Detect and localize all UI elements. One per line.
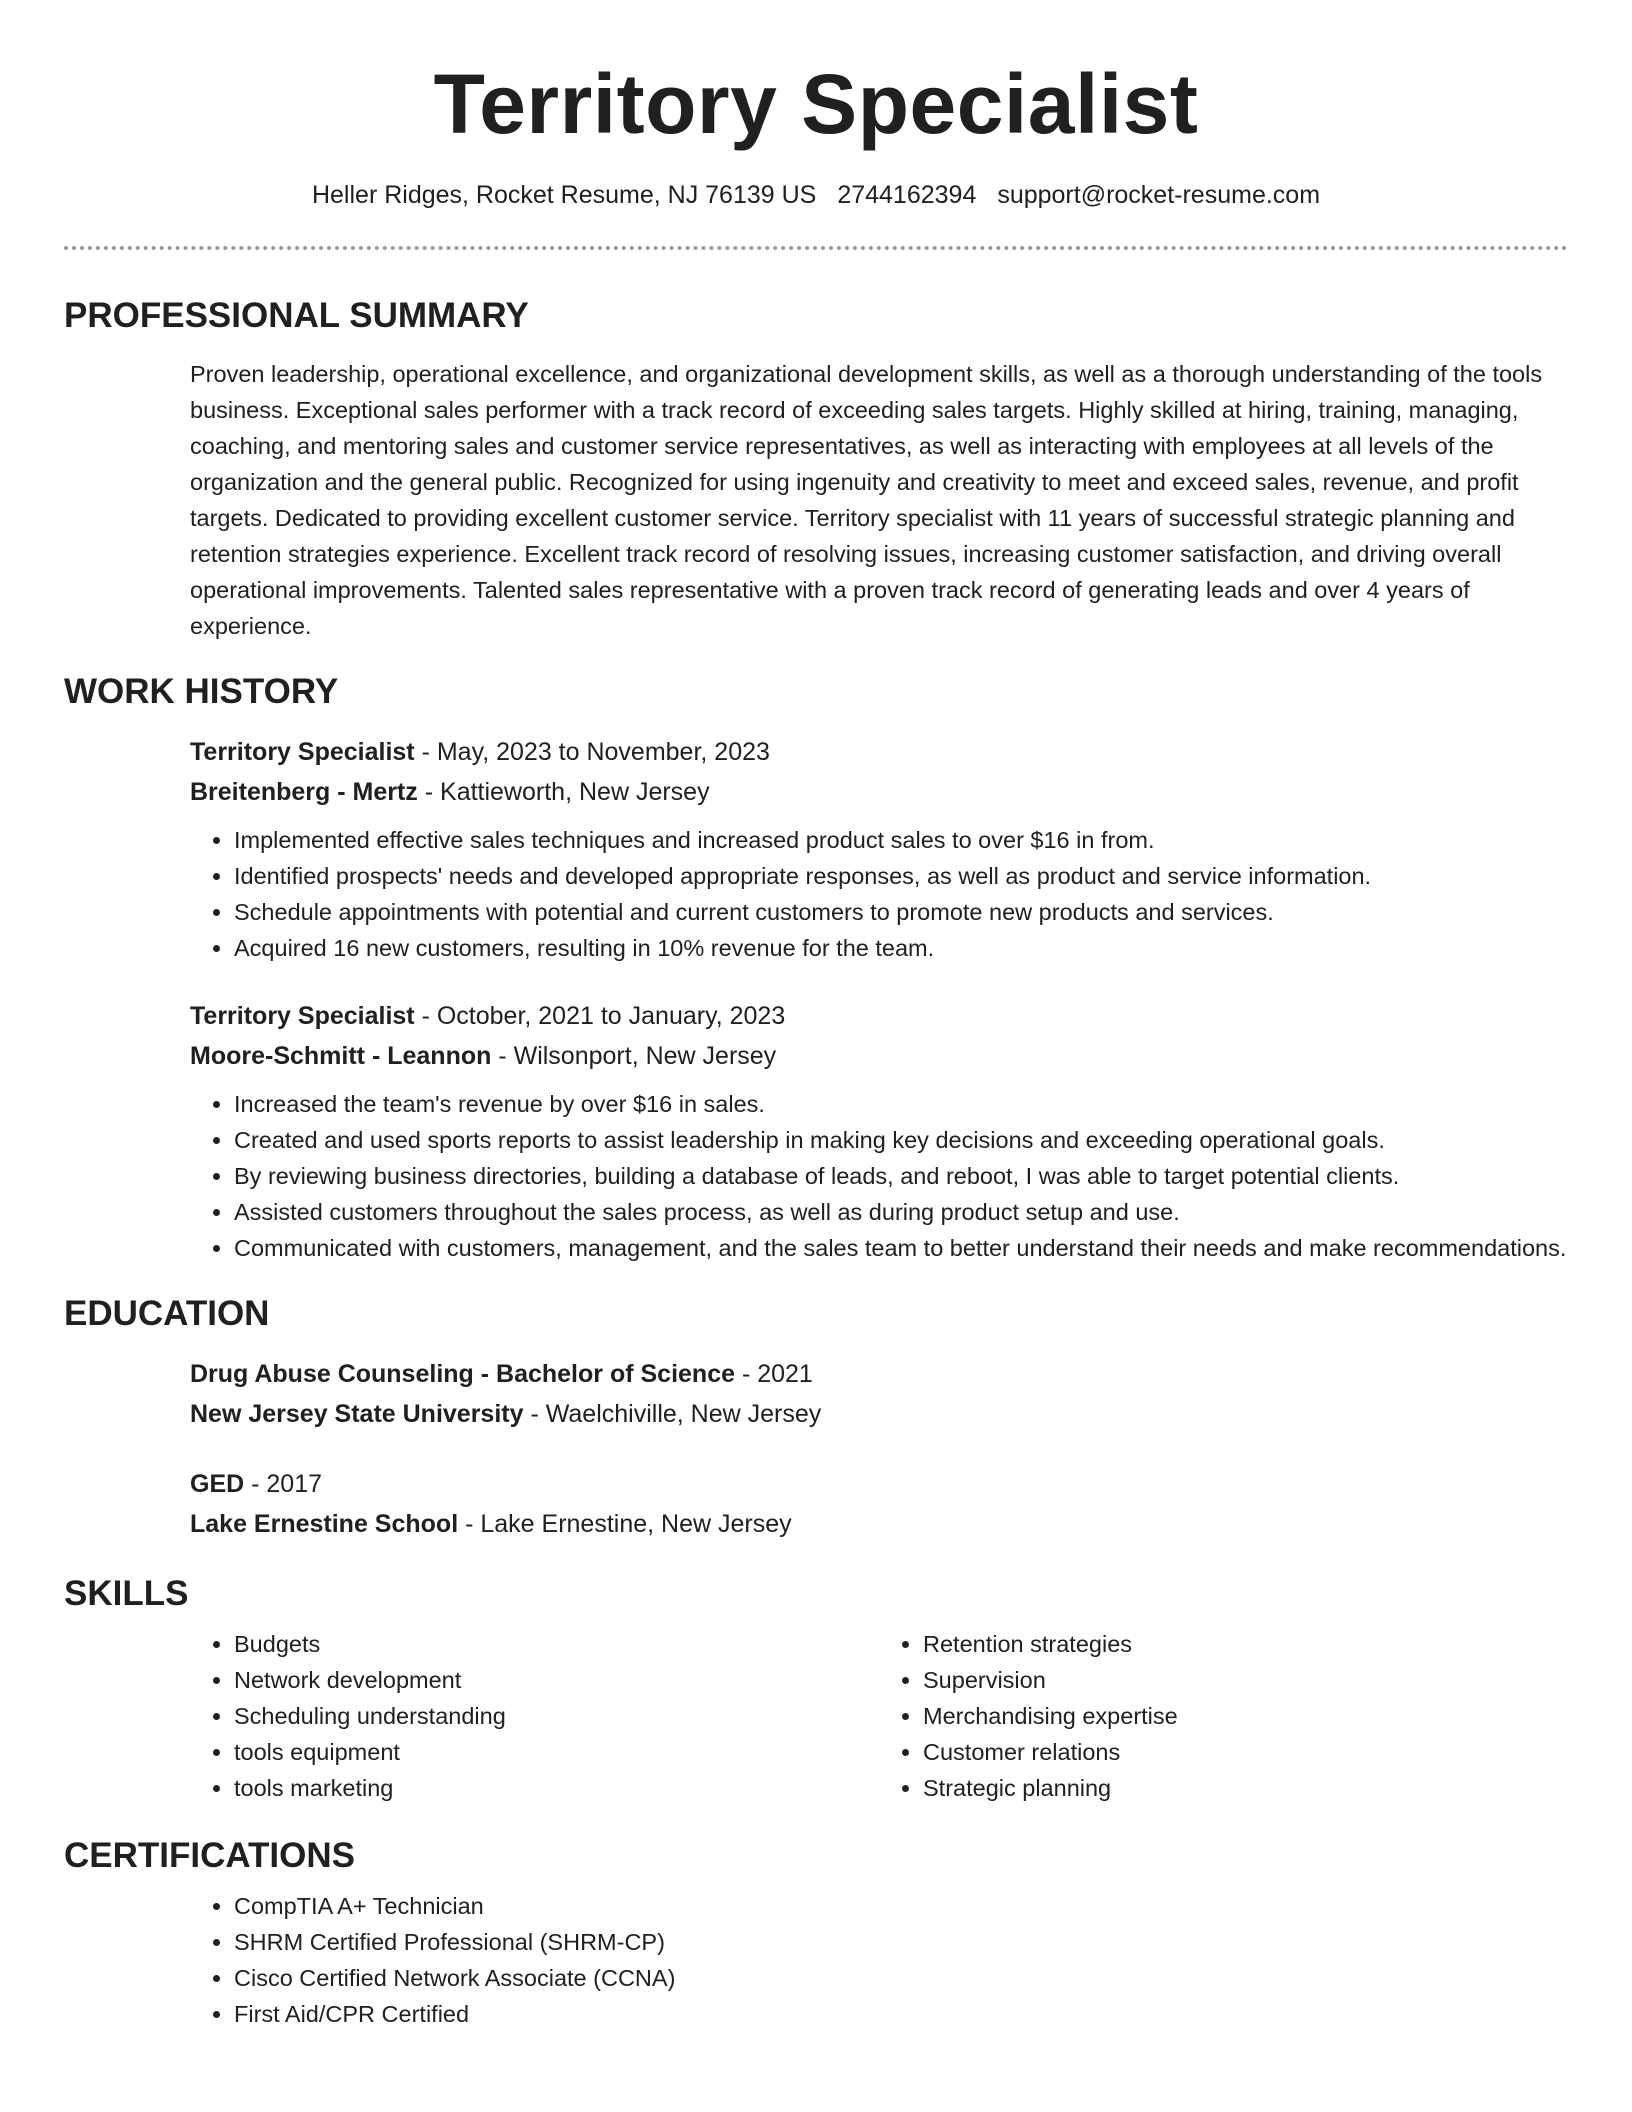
job-location: - Kattieworth, New Jersey xyxy=(417,778,710,806)
education-entry xyxy=(190,1464,1568,1544)
education-school: Lake Ernestine School xyxy=(190,1510,459,1538)
certifications-title: CERTIFICATIONS xyxy=(64,1836,356,1875)
skills-list-right xyxy=(879,1626,1568,1806)
job-location: - Wilsonport, New Jersey xyxy=(491,1042,777,1070)
education-location: - Waelchiville, New Jersey xyxy=(523,1400,822,1428)
job-dates: - October, 2021 to January, 2023 xyxy=(414,1002,786,1030)
skills-grid xyxy=(190,1616,1568,1806)
list-item: • By reviewing business directories, building a database of leads, and reboot, I was able to target potential clients. xyxy=(234,1158,1568,1194)
list-item: • Retention strategies xyxy=(923,1626,1568,1662)
job-company-line xyxy=(190,1036,1568,1076)
list-item: • Budgets xyxy=(234,1626,879,1662)
list-item: • Strategic planning xyxy=(923,1770,1568,1806)
job-role-line xyxy=(190,996,1568,1036)
education-degree-line xyxy=(190,1354,1568,1394)
list-item: • tools equipment xyxy=(234,1734,879,1770)
job-bullets xyxy=(190,1086,1568,1266)
education-school-line xyxy=(190,1504,1568,1544)
contact-phone: 2744162394 xyxy=(837,181,977,209)
education-entry xyxy=(190,1354,1568,1434)
list-item: • Acquired 16 new customers, resulting in 10% revenue for the team. xyxy=(234,930,1568,966)
list-item: • SHRM Certified Professional (SHRM-CP) xyxy=(234,1924,1568,1960)
summary-section xyxy=(64,294,1568,644)
list-item: • Schedule appointments with potential and current customers to promote new products and services. xyxy=(234,894,1568,930)
summary-text: Proven leadership, operational excellence, and organizational development skills, as well as a thorough understanding of the tools business. Exceptional sales performer with a track record of exceeding sales targets. Highly skilled at hiring, training, managing, coaching, and mentoring sales and customer service representatives, as well as interacting with employees at all levels of the organization and the general public. Recognized for using ingenuity and creativity to meet and exceed sales, revenue, and profit targets. Dedicated to providing excellent customer service. Territory specialist with 11 years of successful strategic planning and retention strategies experience. Excellent track record of resolving issues, increasing customer satisfaction, and driving overall operational improvements. Talented sales representative with a proven track record of generating leads and over 4 years of experience. xyxy=(190,361,1543,639)
list-item: • Scheduling understanding xyxy=(234,1698,879,1734)
education-year: - 2021 xyxy=(735,1360,813,1388)
job-dates: - May, 2023 to November, 2023 xyxy=(414,738,770,766)
job-company-line xyxy=(190,772,1568,812)
list-item: • Customer relations xyxy=(923,1734,1568,1770)
summary-title: PROFESSIONAL SUMMARY xyxy=(64,296,529,335)
job-role-line xyxy=(190,732,1568,772)
work-history-title: WORK HISTORY xyxy=(64,672,339,711)
education-degree: Drug Abuse Counseling - Bachelor of Science xyxy=(190,1360,735,1388)
list-item: • tools marketing xyxy=(234,1770,879,1806)
skills-list-left xyxy=(190,1626,879,1806)
list-item: • Created and used sports reports to assist leadership in making key decisions and exceeding operational goals. xyxy=(234,1122,1568,1158)
contact-line xyxy=(0,178,1632,212)
list-item: • Communicated with customers, management, and the sales team to better understand their needs and make recommendations. xyxy=(234,1230,1568,1266)
certifications-list xyxy=(190,1888,1568,2032)
list-item: • Cisco Certified Network Associate (CCNA) xyxy=(234,1960,1568,1996)
resume-name: Territory Specialist xyxy=(433,57,1199,151)
education-school-line xyxy=(190,1394,1568,1434)
education-school: New Jersey State University xyxy=(190,1400,524,1428)
job-entry xyxy=(190,732,1568,966)
list-item: • First Aid/CPR Certified xyxy=(234,1996,1568,2032)
skills-section xyxy=(64,1572,1568,1806)
education-year: - 2017 xyxy=(244,1470,323,1498)
job-company: Moore-Schmitt - Leannon xyxy=(190,1042,492,1070)
list-item: • Network development xyxy=(234,1662,879,1698)
list-item: • CompTIA A+ Technician xyxy=(234,1888,1568,1924)
list-item: • Increased the team's revenue by over $16 in sales. xyxy=(234,1086,1568,1122)
header-divider xyxy=(64,246,1568,250)
job-bullets xyxy=(190,822,1568,966)
job-company: Breitenberg - Mertz xyxy=(190,778,418,806)
job-role: Territory Specialist xyxy=(190,738,415,766)
education-title: EDUCATION xyxy=(64,1294,270,1333)
education-degree: GED xyxy=(190,1470,245,1498)
job-role: Territory Specialist xyxy=(190,1002,415,1030)
education-degree-line xyxy=(190,1464,1568,1504)
contact-email: support@rocket-resume.com xyxy=(997,181,1321,209)
skills-title: SKILLS xyxy=(64,1574,189,1613)
job-entry xyxy=(190,996,1568,1266)
list-item: • Assisted customers throughout the sales process, as well as during product setup and use. xyxy=(234,1194,1568,1230)
list-item: • Supervision xyxy=(923,1662,1568,1698)
list-item: • Identified prospects' needs and developed appropriate responses, as well as product and service information. xyxy=(234,858,1568,894)
work-history-section xyxy=(64,670,1568,1266)
certifications-section xyxy=(64,1834,1568,2032)
resume-header xyxy=(0,0,1632,212)
education-location: - Lake Ernestine, New Jersey xyxy=(458,1510,792,1538)
education-section xyxy=(64,1292,1568,1544)
list-item: • Implemented effective sales techniques and increased product sales to over $16 in from. xyxy=(234,822,1568,858)
list-item: • Merchandising expertise xyxy=(923,1698,1568,1734)
contact-address: Heller Ridges, Rocket Resume, NJ 76139 US xyxy=(311,181,817,209)
